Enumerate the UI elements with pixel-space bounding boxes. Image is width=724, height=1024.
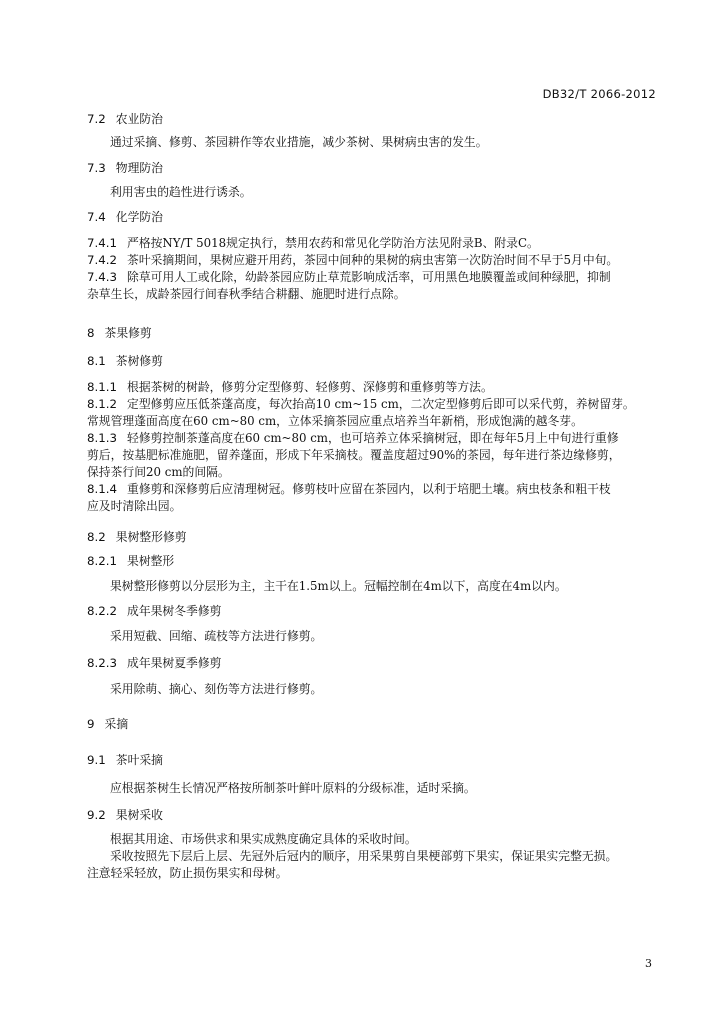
heading-text: 果树采收 (115, 808, 163, 822)
clause-number: 9.1 (87, 753, 106, 767)
body-text-line (110, 628, 682, 645)
section-heading (87, 553, 659, 570)
paragraph-text: 轻修剪控制茶蓬高度在60 cm~80 cm，也可培养立体采摘树冠，即在每年5月上中旬进行重修 (127, 431, 619, 445)
body-text-line (87, 396, 659, 413)
section-heading (87, 716, 659, 733)
paragraph-text: 除草可用人工或化除，幼龄茶园应防止草荒影响成活率，可用黑色地膜覆盖或间种绿肥，抑制 (127, 270, 611, 284)
clause-number: 7.4.2 (87, 253, 118, 267)
heading-text: 果树整形修剪 (115, 530, 187, 544)
paragraph-text: 采用短截、回缩、疏枝等方法进行修剪。 (110, 629, 323, 643)
body-text-line (110, 578, 682, 595)
paragraph-text: 利用害虫的趋性进行诱杀。 (110, 185, 252, 199)
paragraph-text: 杂草生长，成龄茶园行间春秋季结合耕翻、施肥时进行点除。 (87, 287, 406, 301)
clause-number: 8.2.1 (87, 554, 118, 568)
heading-text: 茶树修剪 (115, 354, 163, 368)
heading-text: 成年果树夏季修剪 (127, 656, 222, 670)
section-heading (87, 111, 659, 128)
clause-number: 8 (87, 326, 95, 340)
clause-number: 8.2.3 (87, 656, 118, 670)
section-heading (87, 603, 659, 620)
clause-number: 7.4.1 (87, 236, 118, 250)
clause-number: 8.1 (87, 354, 106, 368)
body-text-line (87, 286, 659, 303)
body-text-line (110, 780, 682, 797)
clause-number: 9 (87, 717, 95, 731)
clause-number: 9.2 (87, 808, 106, 822)
paragraph-text: 应及时清除出园。 (87, 499, 182, 513)
section-heading (87, 160, 659, 177)
body-text-line (87, 498, 659, 515)
body-text-line (110, 848, 682, 865)
paragraph-text: 重修剪和深修剪后应清理树冠。修剪枝叶应留在茶园内，以利于培肥土壤。病虫枝条和粗干枝 (127, 482, 611, 496)
body-text-line (87, 252, 659, 269)
paragraph-text: 采收按照先下层后上层、先冠外后冠内的顺序，用采果剪自果梗部剪下果实，保证果实完整无损。 (110, 849, 618, 863)
clause-number: 8.2 (87, 530, 106, 544)
paragraph-text: 定型修剪应压低茶蓬高度，每次抬高10 cm~15 cm，二次定型修剪后即可以采代剪，养树留芽。 (127, 397, 635, 411)
section-heading (87, 325, 659, 342)
body-text-line (87, 235, 659, 252)
body-text-line (87, 379, 659, 396)
section-heading (87, 807, 659, 824)
section-heading (87, 752, 659, 769)
body-text-line (110, 831, 682, 848)
body-text-line (110, 681, 682, 698)
body-text-line (87, 865, 659, 882)
heading-text: 采摘 (104, 717, 129, 731)
paragraph-text: 保持茶行间20 cm的间隔。 (87, 465, 230, 479)
section-heading (87, 209, 659, 226)
paragraph-text: 严格按NY/T 5018规定执行，禁用农药和常见化学防治方法见附录B、附录C。 (127, 236, 539, 250)
heading-text: 果树整形 (127, 554, 175, 568)
body-text-line (87, 430, 659, 447)
heading-text: 茶叶采摘 (115, 753, 163, 767)
clause-number: 8.1.2 (87, 397, 118, 411)
clause-number: 8.1.1 (87, 380, 118, 394)
clause-number: 7.4 (87, 210, 106, 224)
page-number: 3 (645, 957, 652, 970)
clause-number: 7.2 (87, 112, 106, 126)
paragraph-text: 剪后，按基肥标准施肥，留养蓬面，形成下年采摘枝。覆盖度超过90%的茶园，每年进行茶边缘修剪， (87, 448, 621, 462)
body-text-line (87, 464, 659, 481)
body-text-line (110, 184, 682, 201)
clause-number: 7.4.3 (87, 270, 118, 284)
body-text-line (110, 134, 682, 151)
section-heading (87, 353, 659, 370)
body-text-line (87, 481, 659, 498)
clause-number: 8.1.3 (87, 431, 118, 445)
heading-text: 茶果修剪 (104, 326, 152, 340)
paragraph-text: 应根据茶树生长情况严格按所制茶叶鲜叶原料的分级标准，适时采摘。 (110, 781, 476, 795)
body-text-line (87, 269, 659, 286)
paragraph-text: 通过采摘、修剪、茶园耕作等农业措施，减少茶树、果树病虫害的发生。 (110, 135, 488, 149)
clause-number: 8.1.4 (87, 482, 118, 496)
standard-code: DB32/T 2066-2012 (542, 87, 656, 101)
heading-text: 化学防治 (115, 210, 163, 224)
paragraph-text: 根据茶树的树龄，修剪分定型修剪、轻修剪、深修剪和重修剪等方法。 (127, 380, 493, 394)
section-heading (87, 655, 659, 672)
paragraph-text: 果树整形修剪以分层形为主，主干在1.5m以上。冠幅控制在4m以下，高度在4m以内。 (110, 579, 567, 593)
body-text-line (87, 413, 659, 430)
body-text-line (87, 447, 659, 464)
section-heading (87, 529, 659, 546)
heading-text: 成年果树冬季修剪 (127, 604, 222, 618)
paragraph-text: 采用除萌、摘心、刻伤等方法进行修剪。 (110, 682, 323, 696)
heading-text: 物理防治 (115, 161, 163, 175)
clause-number: 8.2.2 (87, 604, 118, 618)
paragraph-text: 注意轻采轻放，防止损伤果实和母树。 (87, 866, 288, 880)
paragraph-text: 常规管理蓬面高度在60 cm~80 cm，立体采摘茶园应重点培养当年新梢，形成饱满的越冬芽。 (87, 414, 583, 428)
paragraph-text: 茶叶采摘期间，果树应避开用药，茶园中间种的果树的病虫害第一次防治时间不早于5月中旬。 (127, 253, 619, 267)
clause-number: 7.3 (87, 161, 106, 175)
heading-text: 农业防治 (115, 112, 163, 126)
paragraph-text: 根据其用途、市场供求和果实成熟度确定具体的采收时间。 (110, 832, 417, 846)
